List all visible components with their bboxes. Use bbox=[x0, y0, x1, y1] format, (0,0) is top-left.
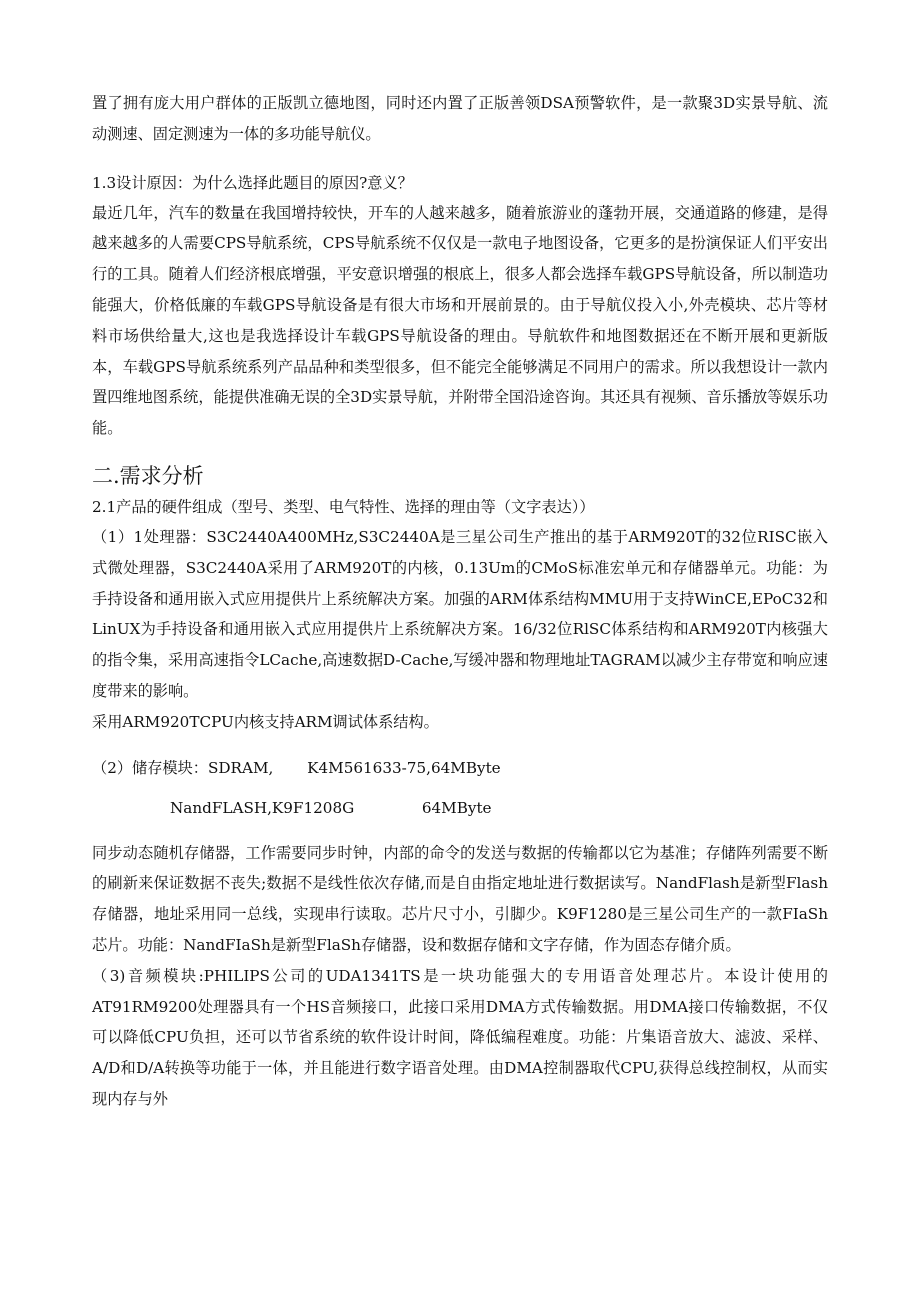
processor-paragraph: （1）1处理器：S3C2440A400MHz,S3C2440A是三星公司生产推出的基于ARM920T的32位RISC嵌入式微处理器，S3C2440A采用了ARM920T的内核，0.13Um的CMoS标准宏单元和存储器单元。功能：为手持设备和通用嵌入式应用提供片上系统解决方案。加强的ARM体系结构MMU用于支持WinCE,EPoC32和LinUX为手持设备和通用嵌入式应用提供片上系统解决方案。16/32位RlSC体系结构和ARM920T内核强大的指令集，采用高速指令LCache,高速数据D-Cache,写缓冲器和物理地址TAGRAM以减少主存带宽和响应速度带来的影响。 bbox=[92, 527, 828, 700]
memory-paragraph: 同步动态随机存储器，工作需要同步时钟，内部的命令的发送与数据的传输都以它为基准；存储阵列需要不断的刷新来保证数据不丧失;数据不是线性依次存储,而是自由指定地址进行数据读写。NandFlash是新型Flash存储器，地址采用同一总线，实现串行读取。芯片尺寸小，引脚少。K9F1280是三星公司生产的一款FIaSh芯片。功能：NandFIaSh是新型FlaSh存储器，设和数据存储和文字存储，作为固态存储介质。 bbox=[92, 843, 828, 954]
intro-paragraph: 置了拥有庞大用户群体的正版凯立德地图，同时还内置了正版善领DSA预警软件，是一款聚3D实景导航、流动测速、固定测速为一体的多功能导航仪。 bbox=[92, 94, 828, 143]
section-2-heading: 二.需求分析 bbox=[92, 463, 204, 488]
arm-debug-paragraph: 采用ARM920TCPU内核支持ARM调试体系结构。 bbox=[92, 712, 439, 731]
audio-paragraph: （3)音频模块:PHILIPS公司的UDA1341TS是一块功能强大的专用语音处理芯片。本设计使用的AT91RM9200处理器具有一个HS音频接口，此接口采用DMA方式传输数据。用DMA接口传输数据，不仅可以降低CPU负担，还可以节省系统的软件设计时间，降低编程难度。功能：片集语音放大、滤波、采样、A/D和D/A转换等功能于一体，并且能进行数字语音处理。由DMA控制器取代CPU,获得总线控制权，从而实现内存与外 bbox=[92, 966, 828, 1108]
section-2-1-heading: 2.1产品的硬件组成（型号、类型、电气特性、选择的理由等（文字表达）） bbox=[92, 497, 595, 516]
design-reason-paragraph: 最近几年，汽车的数量在我国增持较快，开车的人越来越多，随着旅游业的蓬勃开展，交通道路的修建，是得越来越多的人需要CPS导航系统，CPS导航系统不仅仅是一款电子地图设备，它更多的是扮演保证人们平安出行的工具。随着人们经济根底增强，平安意识增强的根底上，很多人都会选择车载GPS导航设备，所以制造功能强大，价格低廉的车载GPS导航设备是有很大市场和开展前景的。由于导航仪投入小,外壳模块、芯片等材料市场供给量大,这也是我选择设计车载GPS导航设备的理由。导航软件和地图数据还在不断开展和更新版本，车载GPS导航系统系列产品品种和类型很多，但不能完全能够满足不同用户的需求。所以我想设计一款内置四维地图系统，能提供准确无误的全3D实景导航，并附带全国沿途咨询。其还具有视频、音乐播放等娱乐功能。 bbox=[92, 203, 828, 438]
memory-module-line-2: NandFLASH,K9F1208G 64MByte bbox=[170, 798, 492, 817]
memory-module-line-1: （2）储存模块：SDRAM, K4M561633-75,64MByte bbox=[92, 758, 501, 777]
section-1-3-heading: 1.3设计原因：为什么选择此题目的原因?意义？ bbox=[92, 173, 413, 192]
